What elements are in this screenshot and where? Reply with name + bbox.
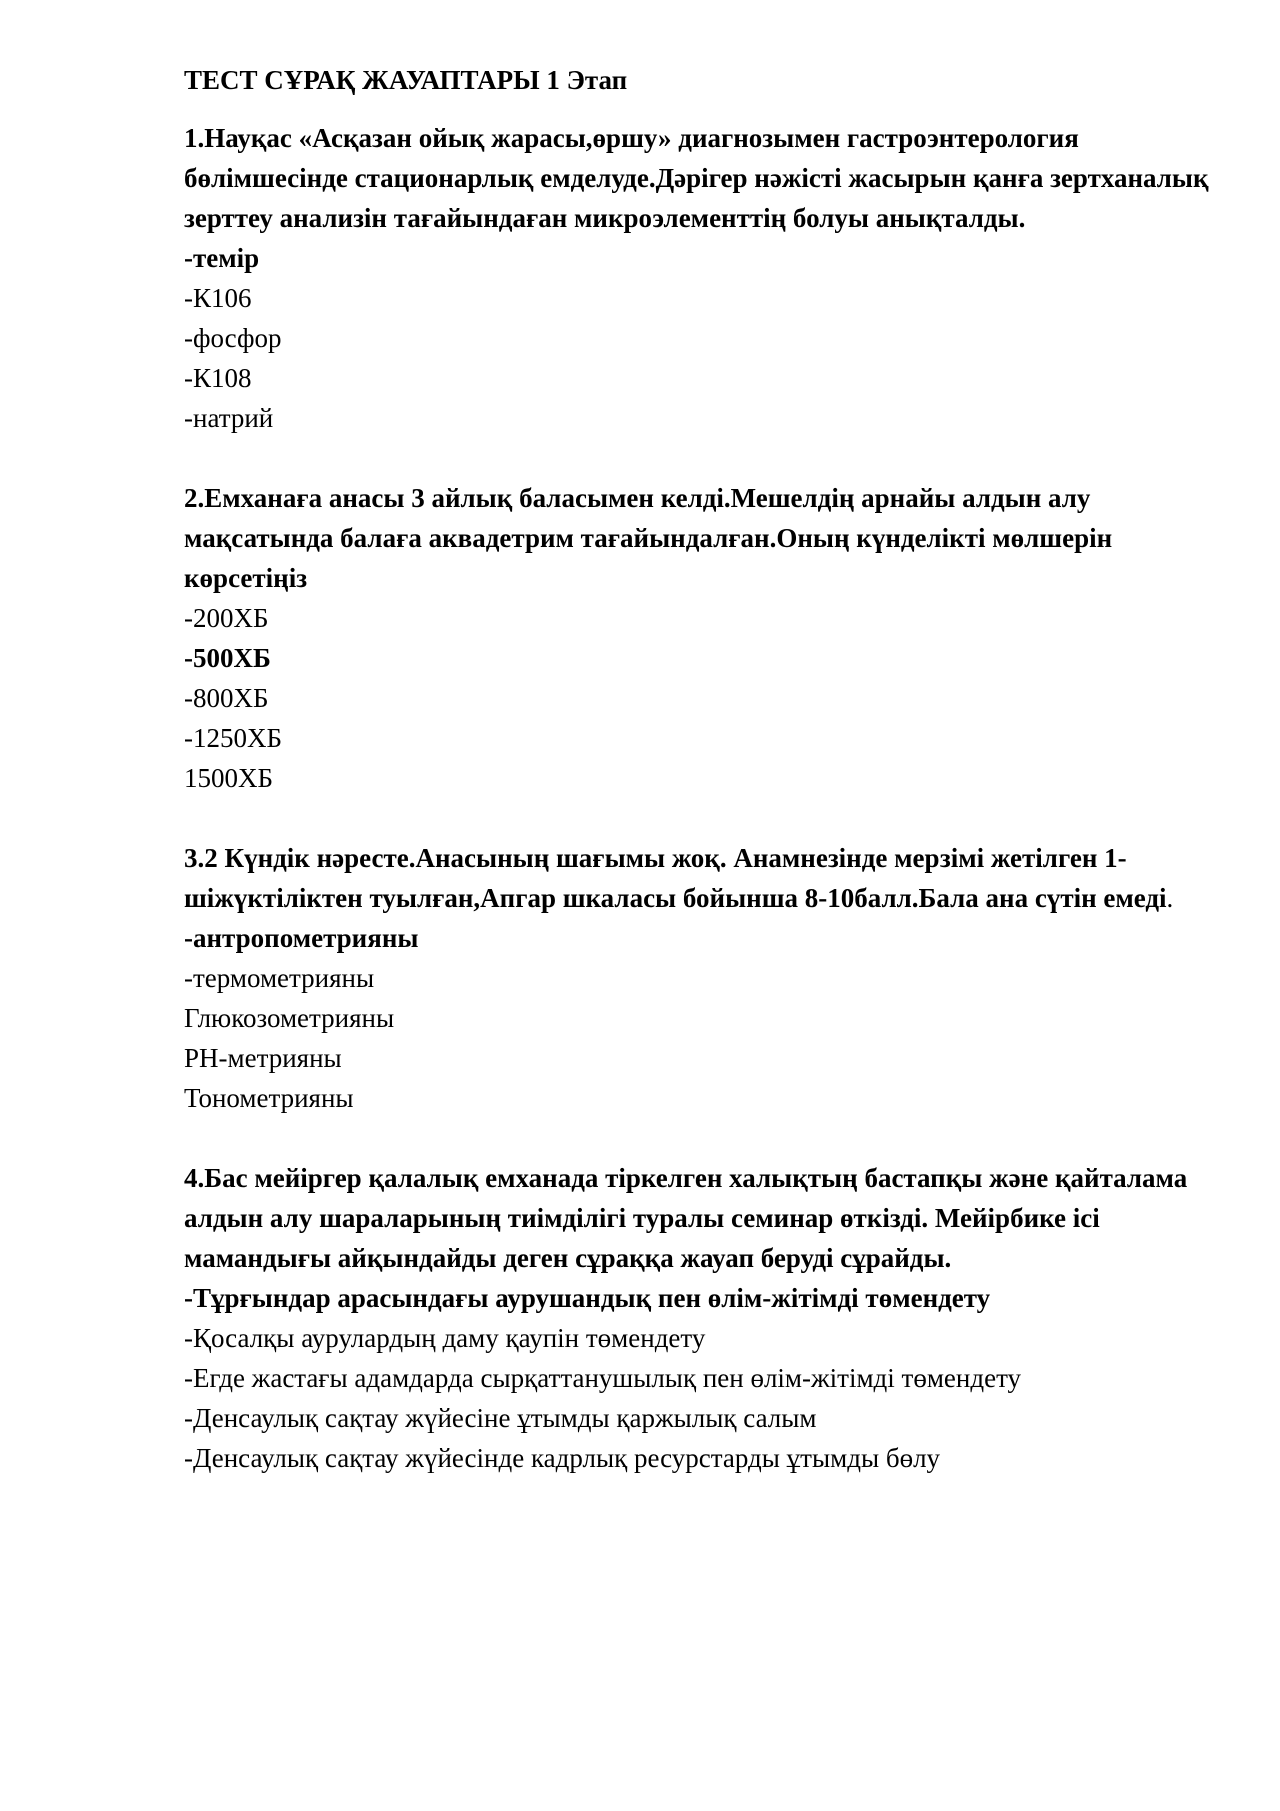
question-1-text <box>184 118 1224 238</box>
question-3-text-main: 3.2 Күндік нәресте.Анасының шағымы жоқ. Анамнезінде мерзімі жетілген 1-шіжүктіліктен туылған,Апгар шкаласы бойынша 8-10балл.Бала ана сүтін емеді <box>184 843 1167 913</box>
question-1 <box>184 118 1224 438</box>
question-1-option-5: -натрий <box>184 403 274 433</box>
question-3-text-tail: . <box>1166 883 1174 913</box>
question-1-option-4: -К108 <box>184 363 252 393</box>
spacer <box>184 438 1224 478</box>
spacer <box>184 798 1224 838</box>
document-title: ТЕСТ СҰРАҚ ЖАУАПТАРЫ 1 Этап <box>184 65 628 95</box>
question-2-text <box>184 478 1224 598</box>
question-3-option-4: РН-метрияны <box>184 1043 342 1073</box>
question-2-option-2: -500ХБ <box>184 643 271 673</box>
question-2-option-3: -800ХБ <box>184 683 269 713</box>
question-4-option-4: -Денсаулық сақтау жүйесіне ұтымды қаржылық салым <box>184 1403 817 1433</box>
question-1-text-main: 1.Науқас «Асқазан ойық жарасы,өршу» диагнозымен гастроэнтерология бөлімшесінде стационарлық емделуде.Дәрігер нәжісті жасырын қанға зертханалық зерттеу анализін тағайындаған микроэлементтің болуы анықталды. <box>184 123 1209 233</box>
question-3 <box>184 838 1224 1118</box>
question-4-option-1: -Тұрғындар арасындағы аурушандық пен өлім-жітімді төмендету <box>184 1283 991 1313</box>
question-3-option-5: Тонометрияны <box>184 1083 354 1113</box>
question-1-option-1: -темір <box>184 243 260 273</box>
question-3-option-2: -термометрияны <box>184 963 375 993</box>
question-2-option-4: -1250ХБ <box>184 723 282 753</box>
question-3-option-1: -антропометрияны <box>184 923 419 953</box>
question-4-text-main: 4.Бас мейіргер қалалық емханада тіркелген халықтың бастапқы және қайталама алдын алу шараларының тиімділігі туралы семинар өткізді. Мейірбике ісі мамандығы айқындайды деген сұраққа жауап беруді сұрайды. <box>184 1163 1188 1273</box>
question-2-text-main: 2.Емханаға анасы 3 айлық баласымен келді.Мешелдің арнайы алдын алу мақсатында балаға аквадетрим тағайындалған.Оның күнделікті мөлшерін көрсетіңіз <box>184 483 1113 593</box>
question-4-option-5: -Денсаулық сақтау жүйесінде кадрлық ресурстарды ұтымды бөлу <box>184 1443 941 1473</box>
question-4 <box>184 1158 1224 1478</box>
question-2-option-1: -200ХБ <box>184 603 269 633</box>
question-2 <box>184 478 1224 798</box>
question-2-option-5: 1500ХБ <box>184 763 274 793</box>
question-4-option-2: -Қосалқы аурулардың даму қаупін төмендету <box>184 1323 706 1353</box>
document-page <box>184 60 1224 1478</box>
spacer <box>184 1118 1224 1158</box>
question-3-option-3: Глюкозометрияны <box>184 1003 395 1033</box>
question-1-option-2: -К106 <box>184 283 252 313</box>
question-1-option-3: -фосфор <box>184 323 282 353</box>
question-4-text <box>184 1158 1224 1278</box>
question-4-option-3: -Егде жастағы адамдарда сырқаттанушылық пен өлім-жітімді төмендету <box>184 1363 1022 1393</box>
question-3-text <box>184 838 1224 918</box>
